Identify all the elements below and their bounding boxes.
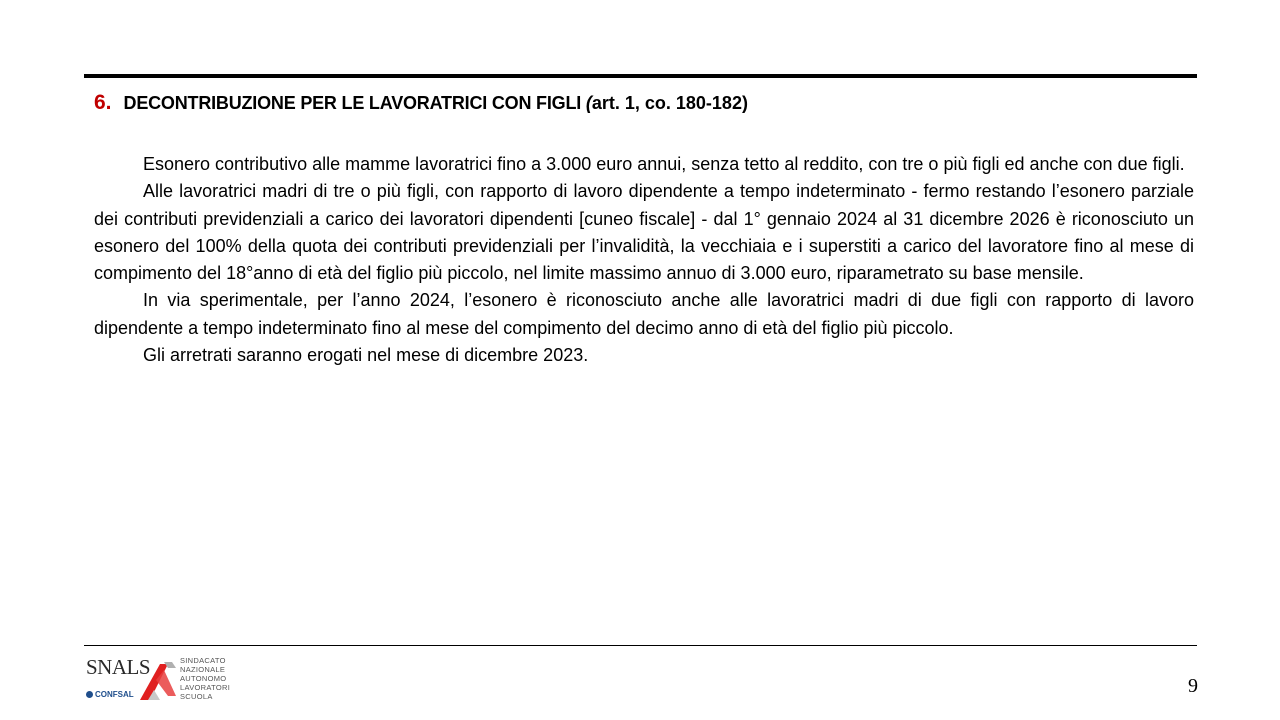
logo-wordmark: SNALS <box>86 655 151 679</box>
logo-word: AUTONOMO <box>180 673 227 683</box>
paragraph-2: Alle lavoratrici madri di tre o più figli, con rapporto di lavoro dipendente a tempo indeterminato - fermo restando l’esonero parziale dei contributi previdenziali a carico dei lavoratori dipendenti [cuneo fiscale] - dal 1° gennaio 2024 al 31 dicembre 2026 è riconosciuto un esonero del 100% della quota dei contributi previdenziali per l’invalidità, la vecchiaia e i superstiti a carico del lavoratore fino al mese di compimento del 18°anno di età del figlio più piccolo, nel limite massimo annuo di 3.000 euro, riparametrato su base mensile. <box>94 181 1194 284</box>
page-number: 9 <box>1188 675 1198 697</box>
logo-mark-icon <box>138 656 178 704</box>
bottom-divider <box>84 645 1197 646</box>
confsal-icon <box>86 691 93 698</box>
logo-affiliation <box>86 690 134 700</box>
paragraph-3: In via sperimentale, per l’anno 2024, l’esonero è riconosciuto anche alle lavoratrici madri di due figli con rapporto di lavoro dipendente a tempo indeterminato fino al mese del compimento del decimo anno di età del figlio più piccolo. <box>94 290 1194 338</box>
section-reference-paren: ( <box>585 93 592 113</box>
logo-word: LAVORATORI <box>180 682 231 692</box>
snals-logo <box>86 654 236 706</box>
section-heading <box>94 90 1194 117</box>
logo-affiliation-text: CONFSAL <box>95 690 134 699</box>
paragraph-1: Esonero contributivo alle mamme lavoratrici fino a 3.000 euro annui, senza tetto al reddito, con tre o più figli ed anche con due figli. <box>143 154 1185 174</box>
body-text <box>94 151 1194 369</box>
section-reference: art. 1, co. 180-182) <box>591 93 748 113</box>
section-number: 6. <box>94 91 112 114</box>
logo-words <box>180 657 230 702</box>
logo-word: SINDACATO <box>180 656 226 665</box>
top-divider <box>84 74 1197 78</box>
logo-word: NAZIONALE <box>180 664 226 674</box>
section-title: DECONTRIBUZIONE PER LE LAVORATRICI CON FIGLI <box>123 93 586 113</box>
paragraph-4: Gli arretrati saranno erogati nel mese di dicembre 2023. <box>143 345 589 366</box>
logo-word: SCUOLA <box>180 691 213 701</box>
